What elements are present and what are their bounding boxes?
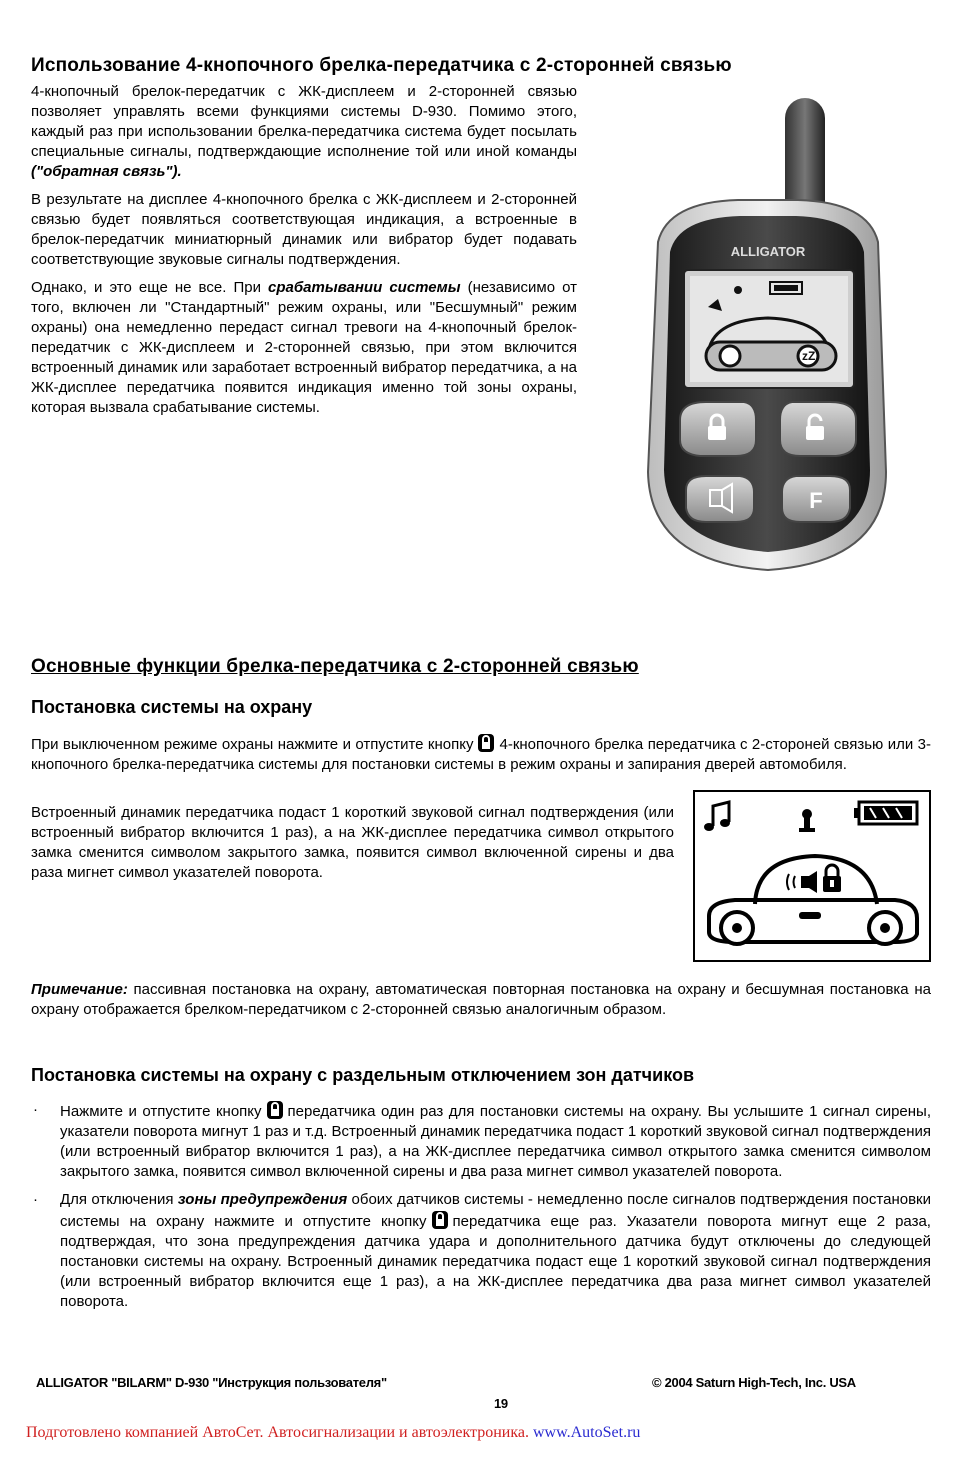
footer-right: © 2004 Saturn High-Tech, Inc. USA — [652, 1375, 856, 1390]
note-paragraph: Примечание: пассивная постановка на охрану, автоматическая повторная постановка на охрану и бесшумная постановка на охрану отображается брелком-передатчиком с 2-сторонней связью аналогичным образом. — [31, 981, 931, 1018]
remote-button-silent — [686, 476, 754, 522]
remote-brand-logo: ALLIGATOR — [730, 244, 806, 259]
list-item: · Нажмите и отпустите кнопку передатчика один раз для постановки системы на охрану. Вы услышите 1 сигнал сирены, указатели поворота мигнут 1 раз и т.д. Встроенный динамик передатчика подаст 1 короткий звуковой сигнал подтверждения (или встроенный вибратор включится 1 раз), а на ЖК-дисплее передатчика символ открытого замка сменится символом закрытого замка, появится символ включенной сирены и два раза мигнет символ указателей поворота. — [33, 1101, 932, 1180]
antenna-signal-icon — [734, 286, 742, 294]
remote-button-lock — [680, 402, 756, 456]
svg-text:F: F — [809, 488, 823, 513]
music-note-icon — [704, 802, 730, 831]
antenna-icon — [799, 809, 815, 832]
battery-icon — [854, 802, 917, 824]
closed-lock-icon — [823, 865, 841, 892]
page-number: 19 — [494, 1396, 508, 1411]
remote-button-f — [782, 476, 850, 522]
svg-text:zZ: zZ — [802, 349, 816, 363]
intro-text — [31, 82, 577, 426]
watermark: Подготовлено компанией АвтоСет. Автосигнализации и автоэлектроника. www.AutoSet.ru — [26, 1424, 641, 1441]
section-title: Основные функции брелка-передатчика с 2-сторонней связью — [31, 656, 639, 677]
siren-icon — [787, 871, 817, 893]
watermark-link[interactable]: www.AutoSet.ru — [533, 1424, 641, 1441]
paragraph: В результате на дисплее 4-кнопочного брелка с ЖК-дисплеем и 2-сторонней связью будет появляться соответствующая индикация, а встроенные в брелок-передатчик миниатюрный динамик или вибратор будет подавать соответствующие звуковые сигналы подтверждения. — [31, 191, 577, 268]
section-title: Использование 4-кнопочного брелка-передатчика с 2-сторонней связью — [31, 55, 732, 76]
bullet-list — [31, 1100, 931, 1320]
remote-control-illustration — [628, 92, 898, 592]
paragraph: 4-кнопочный брелок-передатчик с ЖК-дисплеем и 2-сторонней связью позволяет управлять всеми функциями системы D-930. Помимо этого, каждый раз при использовании брелка-передатчика система будет посылать специальные сигналы, подтверждающие исполнение той или иной команды ("обратная связь"). — [31, 83, 577, 180]
lock-button-icon — [477, 733, 495, 753]
paragraph: Однако, и это еще не все. При срабатывании системы (независимо от того, включен ли "Стандартный" режим охраны, или "Бесшумный" режим охраны) она немедленно передаст сигнал тревоги на 4-кнопочный брелок-передатчик с ЖК-дисплеем и 2-сторонней связью, при этом включится встроенный динамик или заработает встроенный вибратор передатчика, а на ЖК-дисплее передатчика появится индикация именно той зоны охраны, которая вызвала срабатывание системы. — [31, 279, 577, 416]
footer-left: ALLIGATOR "BILARM" D-930 "Инструкция пользователя" — [36, 1375, 387, 1390]
remote-button-unlock — [780, 402, 856, 456]
arming-paragraph: При выключенном режиме охраны нажмите и отпустите кнопку 4-кнопочного брелка передатчика с 2-стороней связью или 3-кнопочного брелка-передатчика системы для постановки системы в режим охраны и запирания дверей автомобиля. — [31, 733, 931, 783]
lcd-display-diagram — [693, 790, 931, 962]
subsection-title: Постановка системы на охрану — [31, 697, 313, 717]
lock-button-icon — [431, 1210, 449, 1230]
car-icon — [709, 856, 917, 944]
list-item: · Для отключения зоны предупреждения обоих датчиков системы - немедленно после сигналов подтверждения постановки системы на охрану нажмите и отпустите кнопку передатчика еще раз. Указатели поворота мигнут еще 2 раза, подтверждая, что зона предупреждения датчика удара и дополнительного датчика будут отключены до следующей постановки системы на охрану. Встроенный динамик передатчика подаст еще 1 короткий звуковой сигнал подтверждения (или встроенный вибратор включится еще 1 раз), а на ЖК-дисплее передатчика два раза мигнет символ указателей поворота. — [33, 1191, 931, 1310]
subsection-title: Постановка системы на охрану с раздельным отключением зон датчиков — [31, 1065, 695, 1085]
confirmation-paragraph: Встроенный динамик передатчика подаст 1 короткий звуковой сигнал подтверждения (или встроенный вибратор включится 1 раз), а на ЖК-дисплее передатчика символ открытого замка сменится символом закрытого замка, появится символ включенной сирены и два раза мигнет символ указателей поворота. — [31, 804, 674, 881]
note-label: Примечание: — [31, 981, 128, 998]
lock-button-icon — [266, 1100, 284, 1120]
